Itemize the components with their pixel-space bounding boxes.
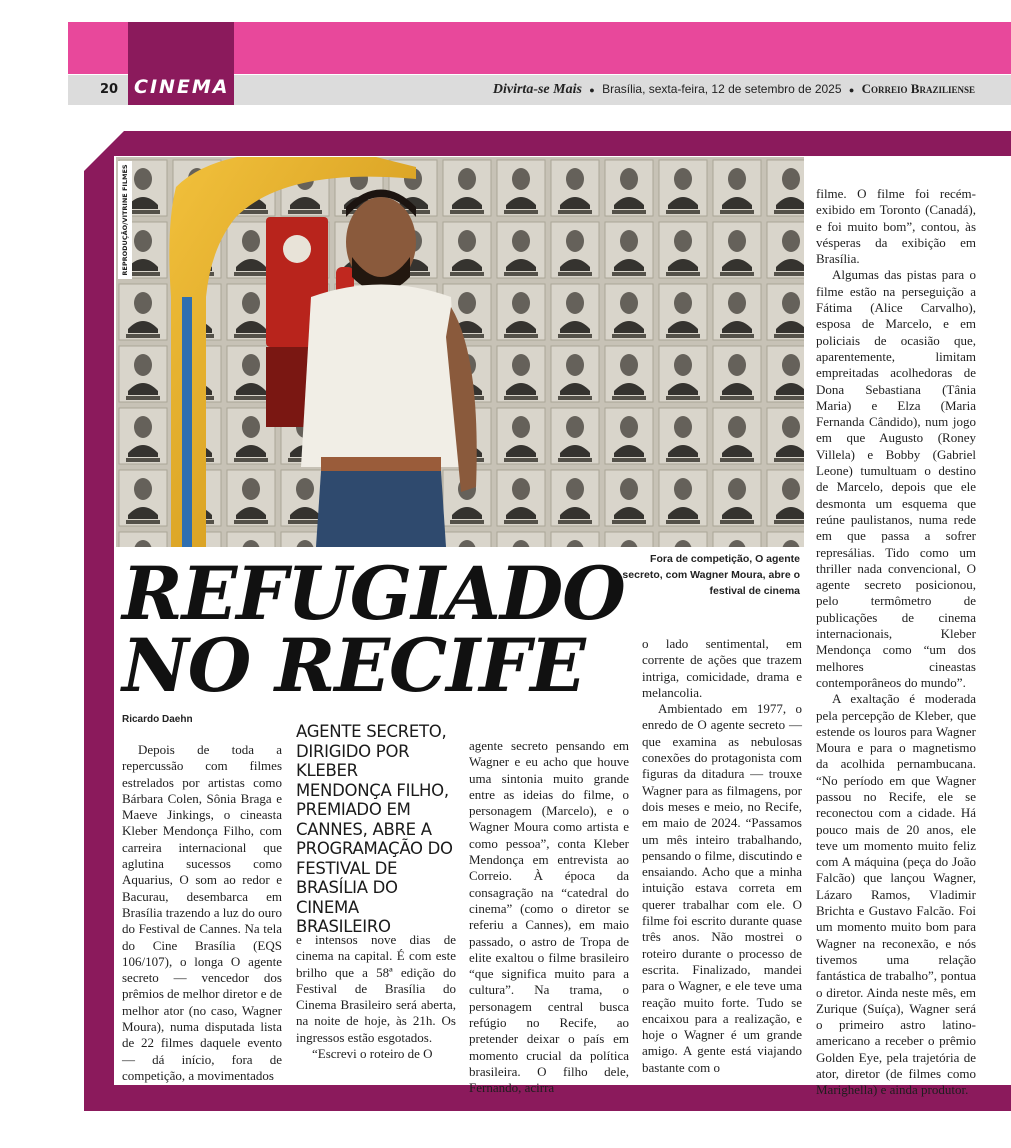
page-number: 20 [100, 82, 119, 97]
paragraph: A exaltação é moderada pela percepção de Kleber, que estende os louros para Wagner Moura e para o magnetismo da acolhida pernambucana. “No período em que Wagner passou no Recife, ele se reconectou com a cidade. Há pouco mais de 20 anos, ele teve um momento muito feliz com A máquina (peça do João Falcão) que lançou Wagner, Lázaro Ramos, Vladimir Brichta e Gustavo Falcão. Foi um momento muito bom para Wagner na reconexão, e nós tivemos uma relação fantástica de trabalho”, pontua o diretor. Ainda neste mês, em Zurique (Suíça), Wagner será o primeiro astro latino-americano a receber o prêmio Golden Eye, pela trajetória de ator, diretor (de filmes como Marighella) e ainda produtor. [816, 691, 976, 1098]
supplement-name: Divirta-se Mais [492, 82, 582, 97]
section-label: CINEMA [134, 76, 230, 98]
paragraph: “Escrevi o roteiro de O [312, 1046, 433, 1062]
bullet-icon: ● [848, 85, 855, 95]
photo-credit-text: REPRODUÇÃO/VITRINE FILMES [121, 164, 129, 276]
text-column-1 [122, 742, 282, 1084]
photo-caption: Fora de competição, O agente secreto, com Wagner Moura, abre o festival de cinema [622, 553, 800, 597]
paragraph: Depois de toda a repercussão com filmes estrelados por artistas como Bárbara Colen, Sônia Braga e Maeve Jinkings, o cineasta Kleber Mendonça Filho, com carreira internacional que aglutina sucessos como Aquarius, O som ao redor e Bacurau, desembarca em Brasília trazendo a luz do ouro do Festival de Cannes. Na tela do Cine Brasília (EQS 106/107), o longa O agente secreto — vencedor dos prêmios de melhor diretor e de melhor ator (no caso, Wagner Moura), numa disputada lista de 22 filmes daquele evento — dá início, fora de competição, a movimentados [122, 742, 282, 1083]
headline-line-1: REFUGIADO [122, 551, 625, 637]
article-deck: AGENTE SECRETO, DIRIGIDO POR KLEBER MENDONÇA FILHO, PREMIADO EM CANNES, ABRE A PROGRAMAÇÃO DO FESTIVAL DE BRASÍLIA DO CINEMA BRASILEIRO [296, 722, 453, 936]
paragraph: Ambientado em 1977, o enredo de O agente secreto — que examina as nebulosas conexões do protagonista com figuras da ditadura — trouxe Wagner para as filmagens, por dois meses e meio, no Recife, em maio de 2024. “Passamos um mês inteiro trabalhando, pensando o filme, discutindo e ensaiando. Acho que a minha intuição estava correta em querer trabalhar com ele. O filme foi escrito durante quase três anos. Não mostrei o roteiro durante o processo de escrita. Finalizado, mandei para o Wagner, e ele teve uma reação muito forte. Tudo se encaixou para a realização, e hoje o Wagner é um grande amigo. A gente está viajando bastante com o [642, 701, 802, 1075]
location-date: Brasília, sexta-feira, 12 de setembro de 2025 [602, 82, 842, 96]
header-info [493, 81, 975, 98]
text-column-4 [642, 636, 802, 1076]
paragraph: Algumas das pistas para o filme estão na perseguição a Fátima (Alice Carvalho), esposa de Marcelo, e em policiais de ocasião que, aparentemente, limitam empreitadas acolhedoras de Dona Sebastiana (Tânia Maria) e Elza (Maria Fernanda Cândido), num jogo em que Augusto (Roney Villela) e Bobby (Gabriel Leone) tumultuam o destino de Marcelo, depois que ele desmonta um esquema que reúne paulistanos, numa rede em que passa a sofrer represálias. Tido como um thriller nada convencional, O agente secreto posicionou, pelo termômetro de publicações de cinema internacionais, Kleber Mendonça como “um dos melhores cineastas contemporâneos do mundo”. [816, 267, 976, 690]
paragraph: e intensos nove dias de cinema na capital. É com este brilho que a 58ª edição do Festival de Brasília do Cinema Brasileiro será aberta, na noite de hoje, às 21h. Os ingressos estão esgotados. [296, 932, 456, 1045]
headline [122, 551, 625, 709]
paragraph: agente secreto pensando em Wagner e eu acho que houve uma sintonia muito grande entre as ideias do filme, o personagem (Marcelo), e o Wagner Moura como artista e como pessoa”, conta Kleber Mendonça em entrevista ao Correio. À época da consagração na “catedral do cinema” (como o diretor se referiu a Cannes), em maio passado, o astro de Tropa de elite exaltou o filme brasileiro “que significa muito para a cultura”. Na trama, o personagem central busca refúgio no Recife, ao pretender deixar o país em momento crucial da política brasileira. O filho dele, Fernando, acirra [469, 738, 629, 1096]
headline-line-2: NO RECIFE [122, 623, 585, 709]
article-photo [116, 157, 804, 547]
paragraph: o lado sentimental, em corrente de ações que trazem intriga, comicidade, drama e melancolia. [642, 636, 802, 700]
newspaper-name: Correio Braziliense [861, 81, 975, 96]
text-column-2 [296, 932, 456, 1062]
photo-credit [118, 161, 132, 279]
text-column-5 [816, 186, 976, 1099]
bullet-icon: ● [589, 85, 595, 95]
byline: Ricardo Daehn [122, 714, 193, 725]
paragraph: filme. O filme foi recém-exibido em Toronto (Canadá), e foi muito bom”, contou, às vésperas da exibição em Brasília. [816, 186, 976, 267]
text-column-3 [469, 738, 629, 1097]
